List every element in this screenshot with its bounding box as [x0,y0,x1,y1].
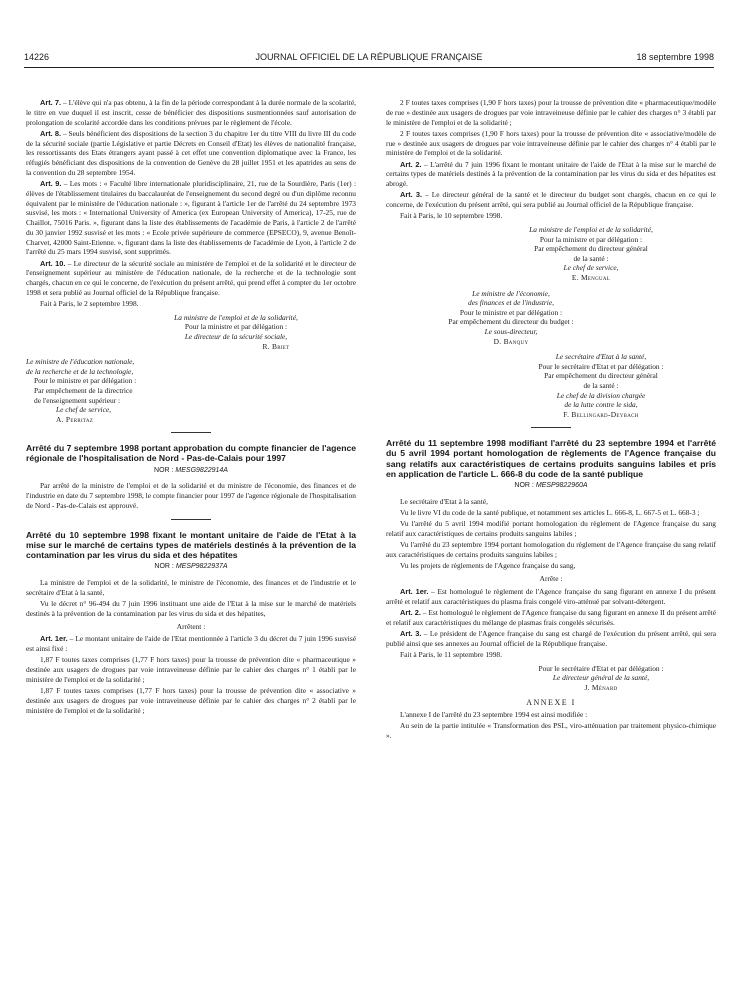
decree-title: Arrêté du 11 septembre 1998 modifiant l'arrêté du 23 septembre 1994 et l'arrêté du 5 avril 1994 portant homologation de règlements de l'Agence française du sang relatifs aux caractéristiques de certains produits sanguins labiles et pris en application de l'article L. 666-8 du code de la santé publique [386,438,716,479]
separator [171,519,211,520]
article-7-label: Art. 7. [40,98,62,107]
decree-title: Arrêté du 7 septembre 1998 portant approbation du compte financier de l'agence régionale de l'hospitalisation de Nord - Pas-de-Calais pour 1997 [26,443,356,464]
separator [531,427,571,428]
article-9 [26,179,356,257]
article-2-label: Art. 2. [400,607,421,617]
nor-reference [26,466,356,476]
amount-item-3: 2 F toutes taxes comprises (1,90 F hors taxes) pour la trousse de prévention dite « pharmaceutique/modèle de rue » destinée aux usagers de drogues par voie intraveineuse définie par le cahier des charges n° 3 établi par le ministère de l'emploi et de la solidarité ; [386,98,716,127]
decree-visa-1: Vu le livre VI du code de la santé publique, et notamment ses articles L. 666-8, L. 667-5 et L. 668-3 ; [400,508,700,518]
article-10 [26,259,356,298]
article-8 [26,129,356,178]
annexe-text-2: Au sein de la partie intitulée « Transformation des PSL, viro-atténuation par traitement physico-chimique ». [386,721,716,741]
signatory-name: J. Ménard [584,682,618,692]
nor-code: MESP9822960A [535,482,588,490]
signatory-role-cont: de la lutte contre le sida, [564,400,638,410]
annexe-text-1: L'annexe I de l'arrêté du 23 septembre 1994 est ainsi modifiée : [400,710,588,720]
article-2-text: – L'arrêté du 7 juin 1996 fixant le montant unitaire de l'aide de l'Etat à la mise sur le marché de certains types de matériels destinés à la prévention de la contamination par les virus du sida et des hépatites est abrogé. [386,159,717,188]
signatory-name: F. Bellingard-Deybach [563,409,639,419]
header-rule [24,67,714,68]
nor-prefix: NOR : [154,466,176,474]
arrete: Arrête : [539,574,563,584]
separator [171,432,211,433]
signatory-impediment-cont: de l'enseignement supérieur : [34,395,121,405]
decree-visa: Vu le décret n° 96-494 du 7 juin 1996 instituant une aide de l'Etat à la mise sur le marché de matériels destinés à la prévention de la contamination par les virus du sida et des hépatites, [26,599,356,618]
decree-visa-2: Vu l'arrêté du 5 avril 1994 modifié portant homologation du règlement de l'Agence française du sang relatif aux caractéristiques de certains produits sanguins labiles ; [386,519,716,539]
signature-block-1 [26,313,356,351]
signatory-delegation: Pour la ministre et par délégation : [539,234,643,244]
signatory-title-cont: de la recherche et de la technologie, [26,366,134,376]
decree-article-2 [386,608,716,628]
amount-item-4: 2 F toutes taxes comprises (1,90 F hors taxes) pour la trousse de prévention dite « associative/modèle de rue » destinée aux usagers de drogues par voie intraveineuse définie par le cahier des charges n° 4 établi par le ministère de l'emploi et de la solidarité. [386,128,716,158]
signatory-impediment: Par empêchement de la directrice [34,385,133,395]
signatory-name: E. Mengual [571,272,611,282]
signature-block-3 [386,225,716,283]
decree-preamble: La ministre de l'emploi et de la solidarité, le ministre de l'économie, des finances et de l'industrie et le secrétaire d'Etat à la santé, [26,578,356,597]
article-10-text: – Le directeur de la sécurité sociale au ministère de l'emploi et de la solidarité et le directeur de l'enseignement supérieur au ministère de l'éducation nationale, de la recherche et de la technologie sont chargés, chacun en ce qui le concerne, de l'exécution du présent arrêté, qui prend effet à compter du 1er octobre 1998 et sera publié au Journal officiel de la République française. [26,258,356,297]
fait-a-paris-3: Fait à Paris, le 11 septembre 1998. [400,649,502,659]
signatory-role: Le directeur général de la santé, [552,673,650,683]
article-7 [26,98,356,127]
decree-article-1 [26,634,356,654]
decree-article-2 [386,160,716,189]
page-header [24,52,714,66]
signatory-title: La ministre de l'emploi et de la solidarité, [174,312,298,322]
signatory-role: Le chef de service, [563,263,619,273]
signature-block-2 [26,357,356,424]
signatory-name: A. Perritaz [56,414,94,424]
left-column [26,98,356,717]
signatory-title: La ministre de l'emploi et de la solidarité, [529,225,653,234]
article-7-text: – L'élève qui n'a pas obtenu, à la fin de la période correspondant à la durée normale de la scolarité, le titre en vue duquel il est inscrit, cesse de bénéficier des dispositions susmentionnées sauf autorisation de prolongation de scolarité accordée dans les conditions prévues par le règlement de l'école. [26,98,356,127]
signatory-delegation: Pour le secrétaire d'Etat et par délégation : [538,361,664,371]
article-10-label: Art. 10. [40,258,66,268]
decree-text: Par arrêté de la ministre de l'emploi et de la solidarité et du ministre de l'économie, des finances et de l'industrie en date du 7 septembre 1998, le compte financier pour 1997 de l'agence régionale de l'hospitalisation de Nord - Pas-de-Calais est approuvé. [26,481,356,510]
nor-reference [26,562,356,572]
nor-reference [386,481,716,491]
article-3-label: Art. 3. [400,190,423,200]
nor-prefix: NOR : [154,563,176,571]
fait-a-paris-2: Fait à Paris, le 10 septembre 1998. [400,211,503,221]
decree-article-3 [386,190,716,210]
signatory-title: Le ministre de l'éducation nationale, [26,357,135,367]
article-3-text: – Le directeur général de la santé et le directeur du budget sont chargés, chacun en ce qui le concerne, de l'exécution du présent arrêté, qui sera publié au Journal officiel de la République française. [386,190,717,209]
issue-date: 18 septembre 1998 [636,52,714,62]
article-2-label: Art. 2. [400,159,422,169]
journal-title: JOURNAL OFFICIEL DE LA RÉPUBLIQUE FRANÇAISE [255,52,483,62]
page-number: 14226 [24,52,50,62]
signatory-impediment: Par empêchement du directeur général [534,244,648,254]
signature-block-6 [386,664,716,693]
signatory-role: Le sous-directeur, [484,326,538,336]
right-column [386,98,716,742]
signatory-delegation: Pour le ministre et par délégation : [34,376,137,386]
article-9-label: Art. 9. [40,179,62,188]
decree-visa-3: Vu l'arrêté du 23 septembre 1994 portant homologation du règlement de l'Agence française du sang relatif aux caractéristiques de certains produits sanguins labiles ; [386,540,716,560]
signatory-role: Le chef de service, [56,405,111,415]
article-1-label: Art. 1er. [400,586,429,596]
signatory-name: D. Banquy [493,336,529,346]
arretent: Arrêtent : [176,621,206,631]
decree-article-1 [386,587,716,607]
signatory-impediment-cont: de la santé : [573,253,609,263]
decree-article-3 [386,629,716,649]
signatory-delegation: Pour le secrétaire d'Etat et par délégation : [538,663,664,673]
signature-block-4 [386,289,716,347]
article-3-label: Art. 3. [400,628,422,638]
article-9-text: – Les mots : « Faculté libre internationale pluridisciplinaire, 21, rue de la Sourdière, Paris (1er) : élèves de l'établissement titulaires du baccalauréat de l'enseignement du second degré ou d'un diplôme reconnu équivalent par le ministère de l'éducation nationale : », figurant à l'article 1er de l'arrêté du 24 septembre 1973 susvisé, les mots : « International University of America (ex European University of America), 17-25, rue de Chaillot, 75016 Paris. », figurant dans la liste des établissements de l'académie de Paris, à l'article 2 de l'arrêté du 30 janvier 1992 susvisé et les mots : « Ecole privée supérieure de commerce (EPSECO), 9, avenue Benoît-Charvet, 42000 Saint-Etienne. », figurant dans la liste des établissements de l'académie de Lyon, à l'article 2 de l'arrêté du 25 mars 1994 susvisé, sont supprimés. [26,179,357,257]
signatory-title: Le ministre de l'économie, [472,288,550,298]
article-8-label: Art. 8. [40,128,62,138]
decree-visa-4: Vu les projets de règlements de l'Agence française du sang, [400,561,576,571]
annexe-title: ANNEXE I [526,698,576,708]
signatory-delegation: Pour la ministre et par délégation : [184,322,288,332]
nor-code: MESP9822937A [175,563,228,571]
signature-block-5 [386,352,716,419]
signatory-role: Le chef de la division chargée [556,390,646,400]
nor-prefix: NOR : [514,482,536,490]
signatory-delegation: Pour le ministre et par délégation : [459,307,563,317]
signatory-impediment: Par empêchement du directeur du budget : [448,317,574,327]
signatory-impediment-cont: de la santé : [583,380,619,390]
article-8-text: – Seuls bénéficient des dispositions de la section 3 du chapitre 1er du titre VIII du livre III du code de la sécurité sociale (partie Législative et partie Décrets en Conseil d'Etat) les élèves de nationalité française, les ressortissants des Etats étrangers ayant passé à cet effet une convention diplomatique avec la France, les réfugiés bénéficiant des dispositions de la convention de Genève du 28 juillet 1951 et les apatrides au sens de la convention du 28 septembre 1954. [26,128,356,177]
signatory-title: Le secrétaire d'Etat à la santé, [555,352,647,362]
amount-item-1: 1,87 F toutes taxes comprises (1,77 F hors taxes) pour la trousse de prévention dite « pharmaceutique » destinée aux usagers de drogues par voie intraveineuse définie par le cahier des charges n° 1 établi par le ministère de l'emploi et de la solidarité ; [26,655,356,684]
nor-code: MESG9822914A [175,466,228,474]
decree-preamble: Le secrétaire d'Etat à la santé, [400,496,488,506]
fait-a-paris-1: Fait à Paris, le 2 septembre 1998. [40,299,139,308]
article-1-text: – Est homologué le règlement de l'Agence française du sang figurant en annexe I du présent arrêté et relatif aux caractéristiques du plasma frais congelé viro-atténué par solvant-détergent. [386,586,716,606]
signatory-name: R. Briet [262,341,290,351]
article-2-text: – Est homologué le règlement de l'Agence française du sang figurant en annexe II du présent arrêté et relatif aux caractéristiques du mélange de plasmas frais congelés sécurisés. [386,607,716,627]
article-1-text: – Le montant unitaire de l'aide de l'Etat mentionnée à l'article 3 du décret du 7 juin 1996 susvisé est ainsi fixé : [26,634,357,654]
signatory-role: Le directeur de la sécurité sociale, [184,331,288,341]
decree-title: Arrêté du 10 septembre 1998 fixant le montant unitaire de l'aide de l'Etat à la mise sur le marché de certains types de matériels destinés à la prévention de la contamination par les virus du sida et des hépatites [26,529,356,561]
article-3-text: – Le président de l'Agence française du sang est chargé de l'exécution du présent arrêté, qui sera publié ainsi que ses annexes au Journal officiel de la République française. [386,628,717,648]
signatory-impediment: Par empêchement du directeur général [544,371,658,381]
signatory-title-cont: des finances et de l'industrie, [468,298,554,308]
amount-item-2: 1,87 F toutes taxes comprises (1,77 F hors taxes) pour la trousse de prévention dite « associative » destinée aux usagers de drogues par voie intraveineuse définie par le cahier des charges n° 2 établi par le ministère de l'emploi et de la solidarité ; [26,686,356,715]
article-1-label: Art. 1er. [40,634,68,644]
